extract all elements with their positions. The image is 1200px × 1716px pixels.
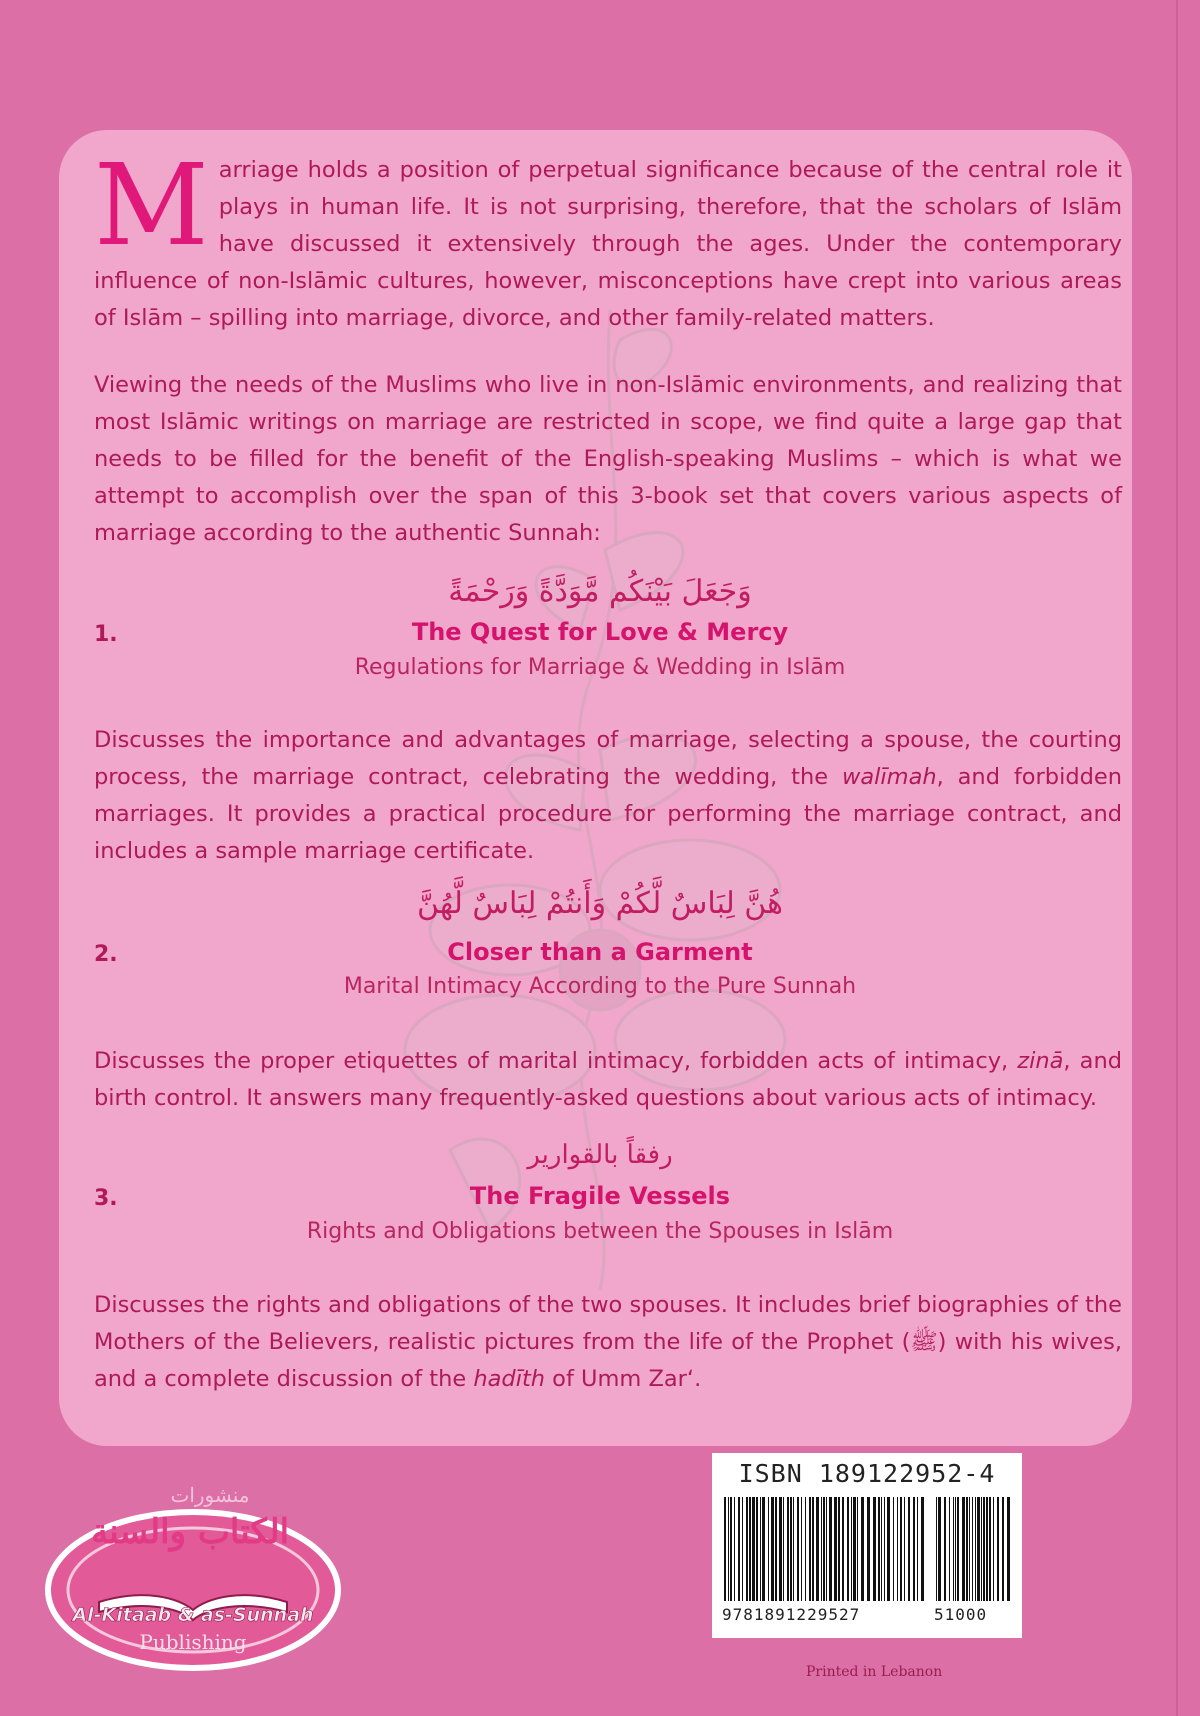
isbn-digits: 9781891229527	[722, 1605, 861, 1624]
printed-in: Printed in Lebanon	[806, 1664, 943, 1680]
logo-arabic-main: الكتاب والسنة	[90, 1512, 290, 1552]
book-3-description	[94, 1287, 1122, 1398]
isbn-barcode	[712, 1453, 1022, 1638]
isbn-label: ISBN 189122952-4	[738, 1459, 996, 1488]
book-1-arabic: وَجَعَلَ بَيْنَكُم مَّوَدَّةً وَرَحْمَةً	[448, 574, 752, 609]
book-2-title: Closer than a Garment	[447, 938, 753, 966]
book-2-desc-a: Discusses the proper etiquettes of marital intimacy, forbidden acts of intimacy,	[94, 1048, 1018, 1074]
book-2-arabic: هُنَّ لِبَاسٌ لَّكُمْ وَأَنتُمْ لِبَاسٌ لَّهُنَّ	[417, 886, 783, 921]
intro-paragraph-2: Viewing the needs of the Muslims who live in non-Islāmic environments, and realizing that most Islāmic writings on marriage are restricted in scope, we find quite a large gap that needs to be filled for the benefit of the English-speaking Muslims – which is what we attempt to accomplish over the span of this 3-book set that covers various aspects of marriage according to the authentic Sunnah:	[94, 372, 1122, 546]
book-2-desc-b: , and birth control. It answers many frequently-asked questions about various acts of intimacy.	[94, 1048, 1122, 1111]
book-2-description	[94, 1043, 1122, 1117]
book-1-desc-a: Discusses the importance and advantages of marriage, selecting a spouse, the courting process, the marriage contract, celebrating the wedding, the	[94, 727, 1122, 790]
price-code: 51000	[934, 1605, 988, 1624]
book-1-number: 1.	[94, 622, 118, 647]
book-3-desc-a: Discusses the rights and obligations of the two spouses. It includes brief biographies of the Mothers of the Believers, realistic pictures from the life of the Prophet (ﷺ) with his wives, and a complete discussion of the	[94, 1292, 1122, 1392]
logo-arabic-top: منشورات	[170, 1483, 250, 1507]
book-3-arabic: رفقاً بالقوارير	[527, 1140, 673, 1170]
book-3-title: The Fragile Vessels	[469, 1182, 731, 1210]
book-3-subtitle: Rights and Obligations between the Spouses in Islām	[306, 1219, 894, 1244]
book-3-desc-b: of Umm Zarʻ.	[545, 1366, 702, 1392]
book-2-number: 2.	[94, 942, 118, 967]
book-3-number: 3.	[94, 1186, 118, 1211]
drop-cap: M	[94, 141, 209, 271]
book-1-subtitle: Regulations for Marriage & Wedding in Islām	[354, 655, 846, 680]
barcode-bars	[722, 1497, 1012, 1603]
book-2-desc-italic: zinā	[1017, 1048, 1064, 1074]
book-2-subtitle: Marital Intimacy According to the Pure Sunnah	[343, 974, 857, 999]
book-3-desc-italic: hadīth	[473, 1366, 546, 1392]
book-1-desc-italic: walīmah	[841, 764, 937, 790]
book-1-desc-b: , and forbidden marriages. It provides a practical procedure for performing the marriage contract, and includes a sample marriage certificate.	[94, 764, 1122, 864]
publisher-name: Al-Kitaab & as-Sunnah	[72, 1604, 314, 1626]
intro-paragraph-1	[94, 141, 1122, 337]
book-1-description	[94, 722, 1122, 870]
intro-paragraph-1-text: arriage holds a position of perpetual significance because of the central role it plays in human life. It is not surprising, therefore, that the scholars of Islām have discussed it extensively through the ages. Under the contemporary influence of non-Islāmic cultures, however, misconceptions have crept into various areas of Islām – spilling into marriage, divorce, and other family-related matters.	[94, 157, 1122, 331]
publisher-line2: Publishing	[139, 1630, 247, 1654]
book-1-title: The Quest for Love & Mercy	[411, 618, 789, 646]
spine-edge	[1176, 0, 1178, 1716]
